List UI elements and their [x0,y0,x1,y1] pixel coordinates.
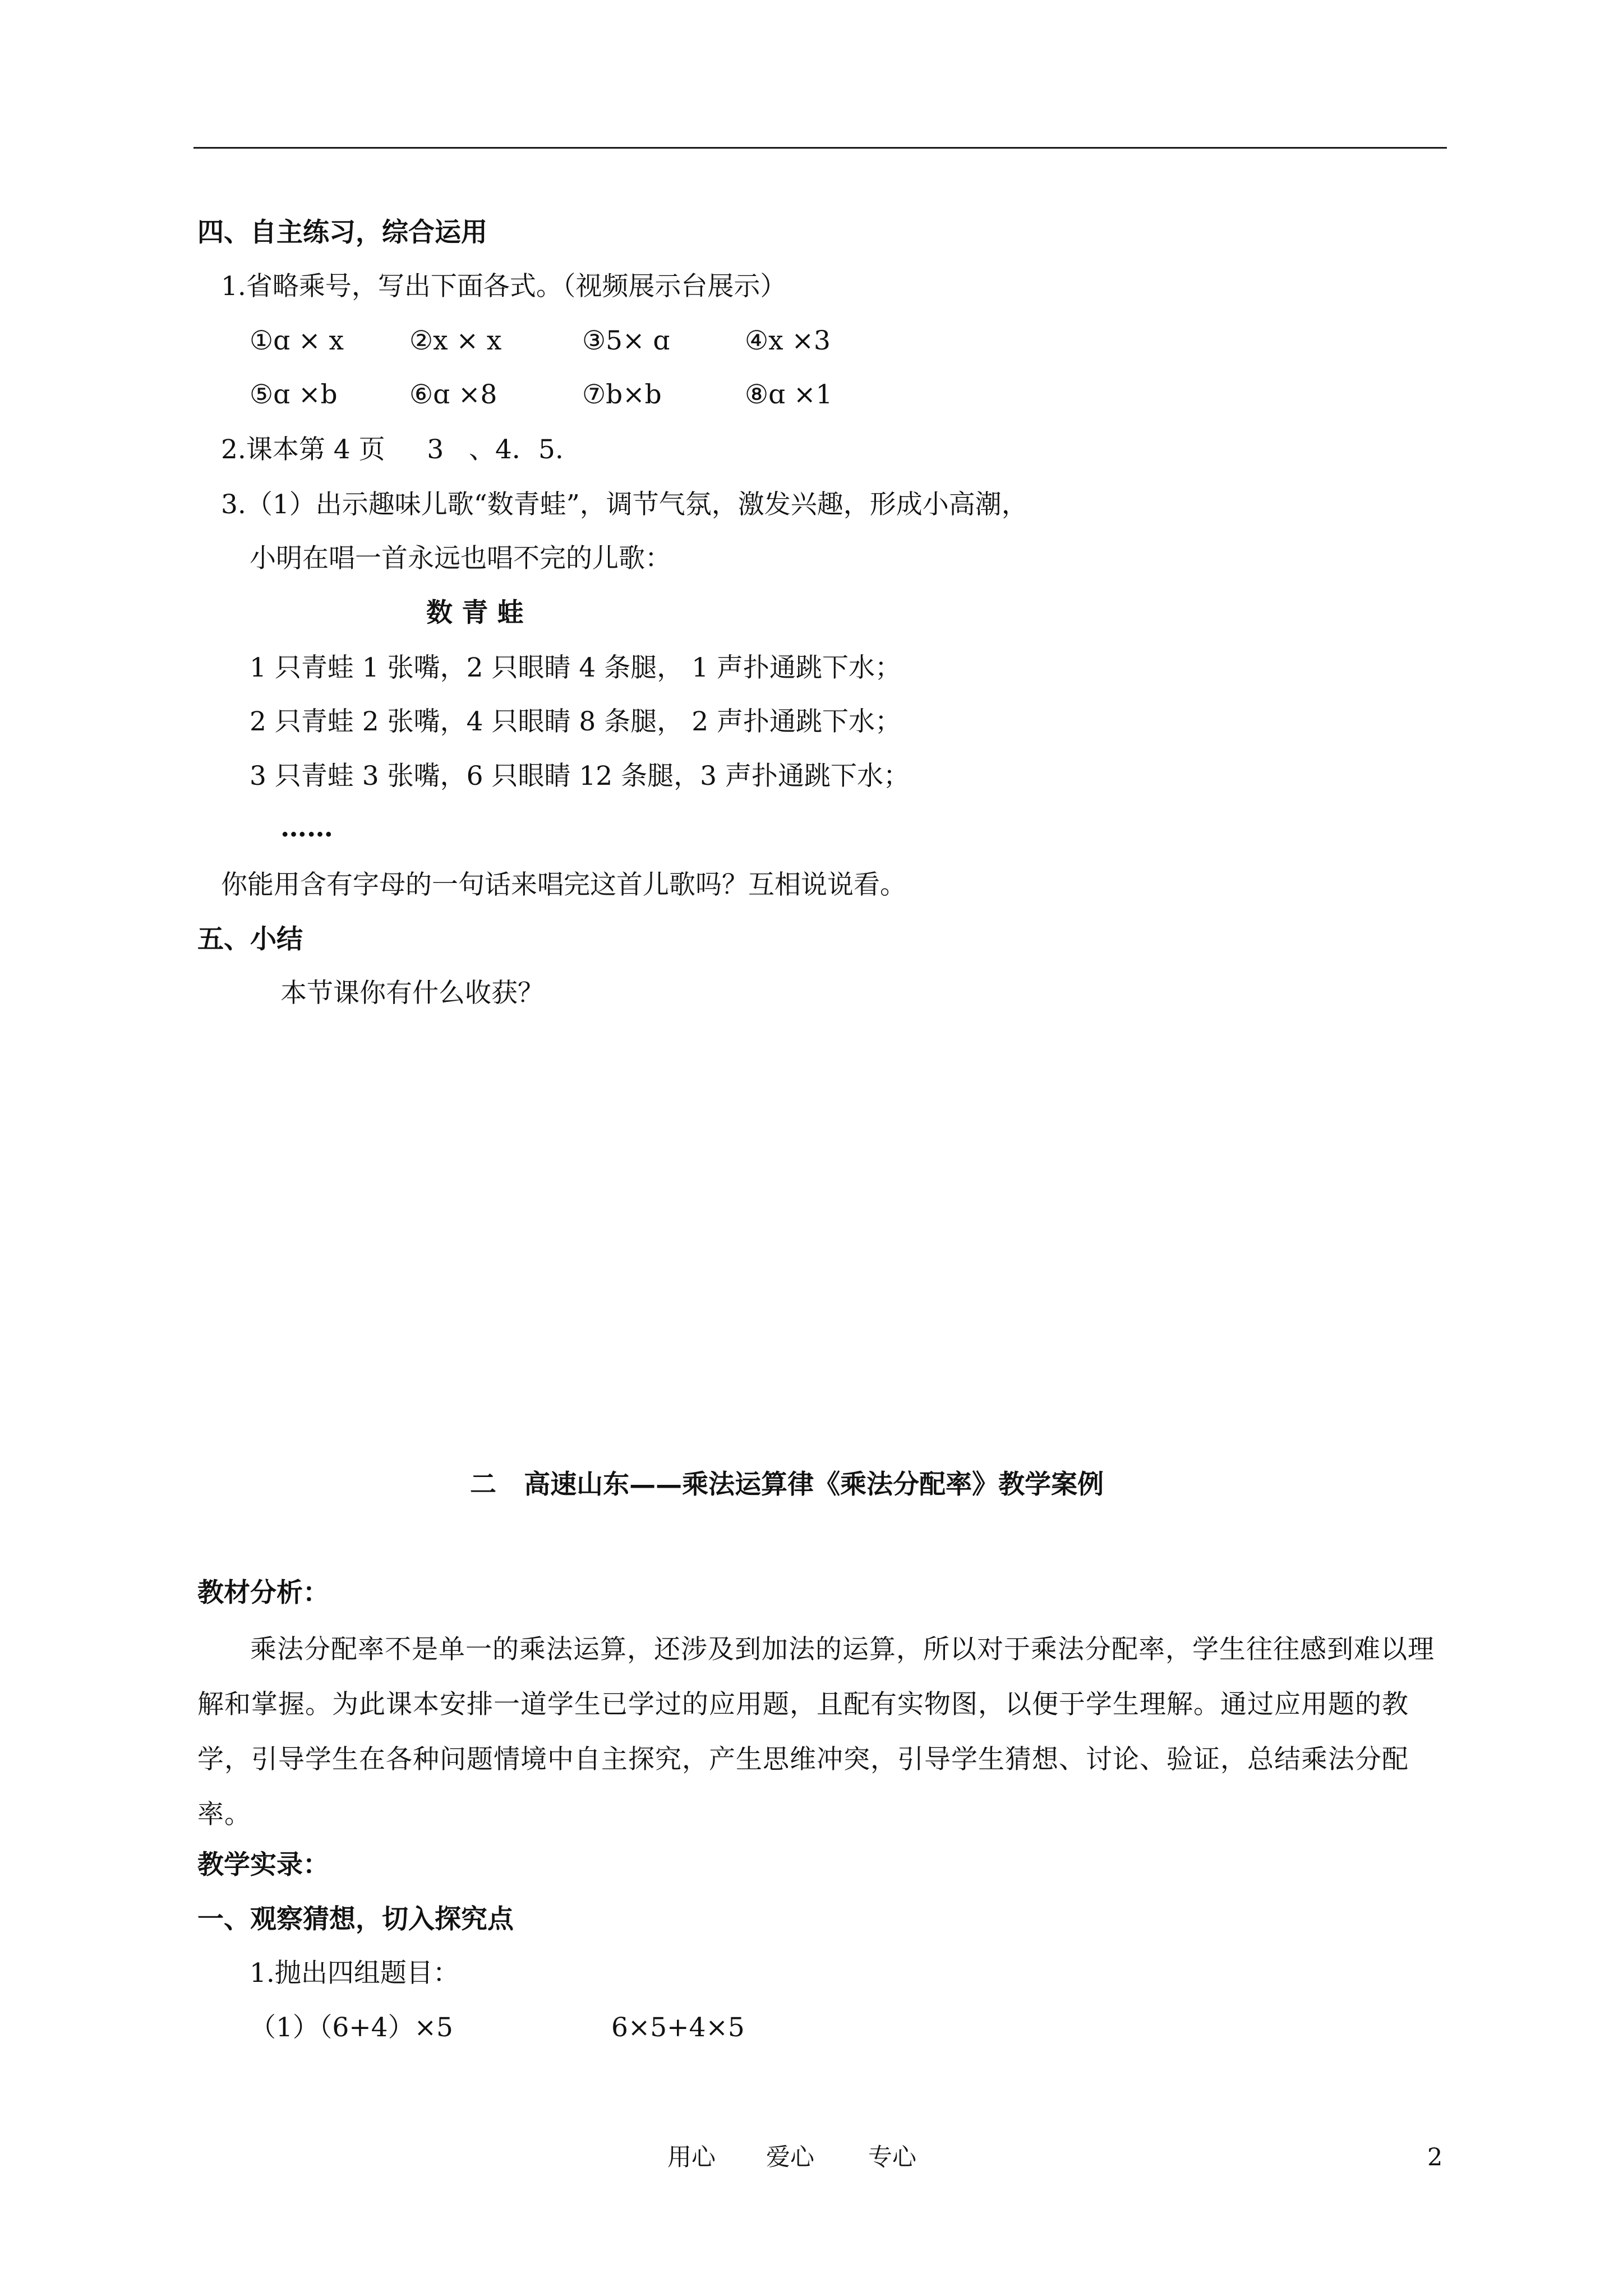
expression-row-1 [0,325,1623,359]
expression: ③5× ɑ [582,325,670,356]
page-number: 2 [1427,2143,1443,2171]
step-1-item: 1.抛出四组题目： [250,1958,459,1989]
header-rule [193,147,1447,149]
song-ellipsis: …… [280,812,333,843]
song-line: 2 只青蛙 2 张嘴，4 只眼睛 8 条腿， 2 声扑通跳下水； [250,706,902,737]
case-title: 二 高速山东——乘法运算律《乘法分配率》教学案例 [470,1469,1104,1500]
footer-word: 爱心 [766,2143,814,2171]
analysis-heading: 教材分析： [197,1577,329,1608]
exercise-2: 2.课本第 4 页 3 、4．5. [221,434,564,465]
song-line: 1 只青蛙 1 张嘴，2 只眼睛 4 条腿， 1 声扑通跳下水； [250,652,902,683]
exercise-3: 3.（1）出示趣味儿歌“数青蛙”，调节气氛，激发兴趣，形成小高潮， [221,489,1028,520]
expression: 6×5+4×5 [611,2012,745,2043]
footer-word: 用心 [667,2143,716,2171]
expression: ⑦b×b [582,379,662,410]
record-heading: 教学实录： [197,1849,329,1880]
expression: ①ɑ × x [250,325,344,356]
song-line: 3 只青蛙 3 张嘴，6 只眼睛 12 条腿，3 声扑通跳下水； [250,761,910,792]
section-5-heading: 五、小结 [197,924,303,955]
step-1-heading: 一、观察猜想，切入探究点 [197,1904,514,1935]
expression: ④x ×3 [745,325,831,356]
summary-question: 本节课你有什么收获？ [280,978,544,1009]
footer-word: 专心 [868,2143,916,2171]
expression: ⑧ɑ ×1 [745,379,833,410]
expression: ⑥ɑ ×8 [409,379,497,410]
exercise-1: 1.省略乘号，写出下面各式。（视频展示台展示） [221,271,787,302]
exercise-3-intro: 小明在唱一首永远也唱不完的儿歌： [250,543,671,574]
expression: ⑤ɑ ×b [250,379,338,410]
song-title: 数 青 蛙 [426,597,524,628]
expression: （1）（6+4）×5 [250,2012,453,2043]
analysis-paragraph: 乘法分配率不是单一的乘法运算，还涉及到加法的运算，所以对于乘法分配率，学生往往感到难以理解和掌握。为此课本安排一道学生已学过的应用题，且配有实物图，以便于学生理解。通过应用题的教学，引导学生在各种问题情境中自主探究，产生思维冲突，引导学生猜想、讨论、验证，总结乘法分配率。 [197,1634,1435,1830]
expression: ②x × x [409,325,502,356]
expression-row-2 [0,379,1623,413]
section-4-heading: 四、自主练习，综合运用 [197,217,487,248]
song-question: 你能用含有字母的一句话来唱完这首儿歌吗？互相说说看。 [221,869,906,900]
